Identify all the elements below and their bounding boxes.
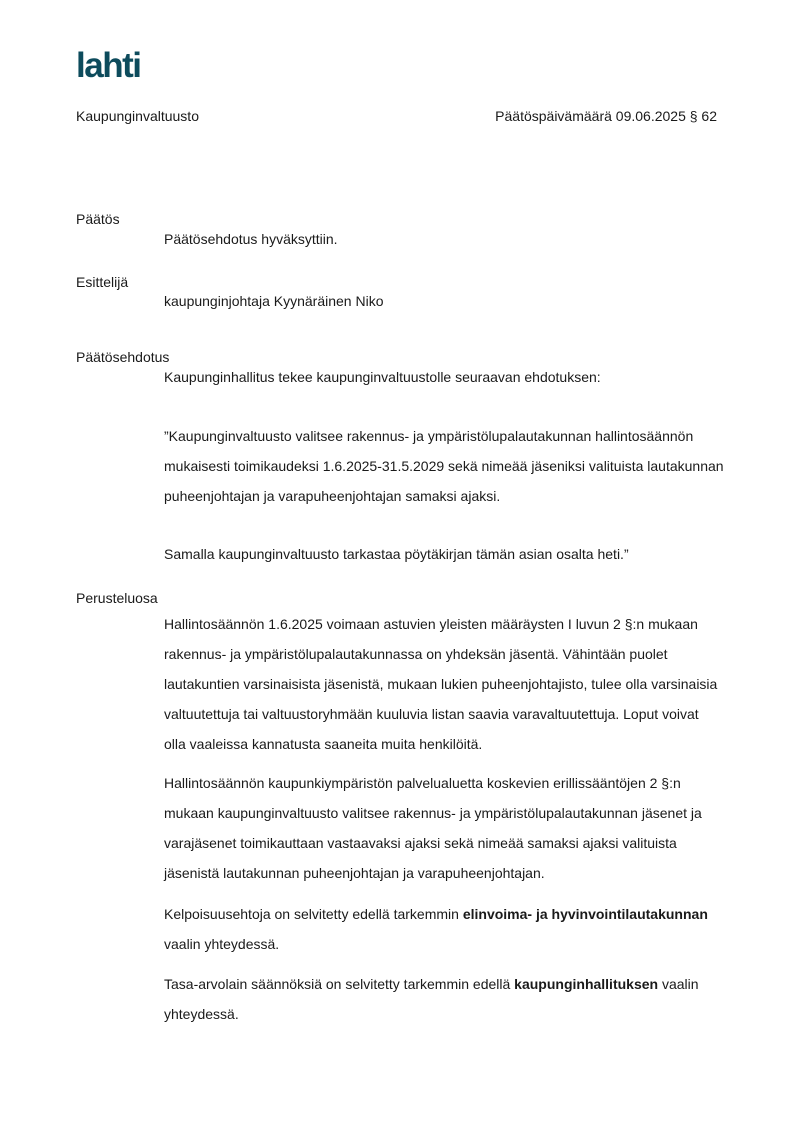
proposal-intro: Kaupunginhallitus tekee kaupunginvaltuustolle seuraavan ehdotuksen: xyxy=(164,369,601,385)
proposal-quote-paragraph: ”Kaupunginvaltuusto valitsee rakennus- ja ympäristölupalautakunnan hallintosäännön mukaisesti toimikaudeksi 1.6.2025-31.5.2029 sekä nimeää jäseniksi valituista lautakunnan puheenjohtajan ja varapuheenjohtajan samaksi ajaksi. xyxy=(164,428,724,504)
rationale-paragraph-2: Hallintosäännön kaupunkiympäristön palvelualuetta koskevien erillissääntöjen 2 §:n mukaan kaupunginvaltuusto valitsee rakennus- ja ympäristölupalautakunnan jäsenet ja varajäsenet toimikauttaan vastaavaksi ajaksi sekä nimeää samaksi ajaksi valituista jäsenistä lautakunnan puheenjohtajan ja varapuheenjohtajan. xyxy=(164,775,702,881)
rationale-p3-bold: elinvoima- ja hyvinvointilautakunnan xyxy=(462,906,708,922)
decision-text: Päätösehdotus hyväksyttiin. xyxy=(164,231,338,247)
section-label-paatos: Päätös xyxy=(76,211,120,227)
logo-text: lahti xyxy=(76,46,141,82)
organization-name: Kaupunginvaltuusto xyxy=(76,108,199,124)
lahti-logo xyxy=(76,46,168,82)
section-label-perusteluosa: Perusteluosa xyxy=(76,590,158,606)
rationale-p3-text: Kelpoisuusehtoja on selvitetty edellä tarkemmin xyxy=(164,906,463,922)
rationale-paragraph-1: Hallintosäännön 1.6.2025 voimaan astuvien yleisten määräysten I luvun 2 §:n mukaan rakennus- ja ympäristölupalautakunnassa on yhdeksän jäsentä. Vähintään puolet lautakuntien varsinaisista jäsenistä, mukaan lukien puheenjohtajisto, tulee olla varsinaisia valtuutettuja tai valtuustoryhmään kuuluvia listan saavia varavaltuutettuja. Loput voivat olla vaaleissa kannatusta saaneita muita henkilöitä. xyxy=(164,616,718,752)
decision-date: Päätöspäivämäärä 09.06.2025 § 62 xyxy=(495,108,717,124)
section-label-esittelija: Esittelijä xyxy=(76,274,129,290)
rationale-p4-text-end: vaalin yhteydessä. xyxy=(164,976,699,1022)
rationale-p4-text: Tasa-arvolain säännöksiä on selvitetty tarkemmin edellä xyxy=(164,976,515,992)
proposal-quote-closing: Samalla kaupunginvaltuusto tarkastaa pöytäkirjan tämän asian osalta heti.” xyxy=(164,546,629,562)
rationale-paragraph-3 xyxy=(164,899,724,959)
presenter-text: kaupunginjohtaja Kyynäräinen Niko xyxy=(164,293,384,309)
section-label-paatosehdotus: Päätösehdotus xyxy=(76,349,170,365)
rationale-paragraph-4 xyxy=(164,969,724,1029)
rationale-p3-text-end: vaalin yhteydessä. xyxy=(164,936,280,952)
rationale-p4-bold: kaupunginhallituksen xyxy=(514,976,659,992)
